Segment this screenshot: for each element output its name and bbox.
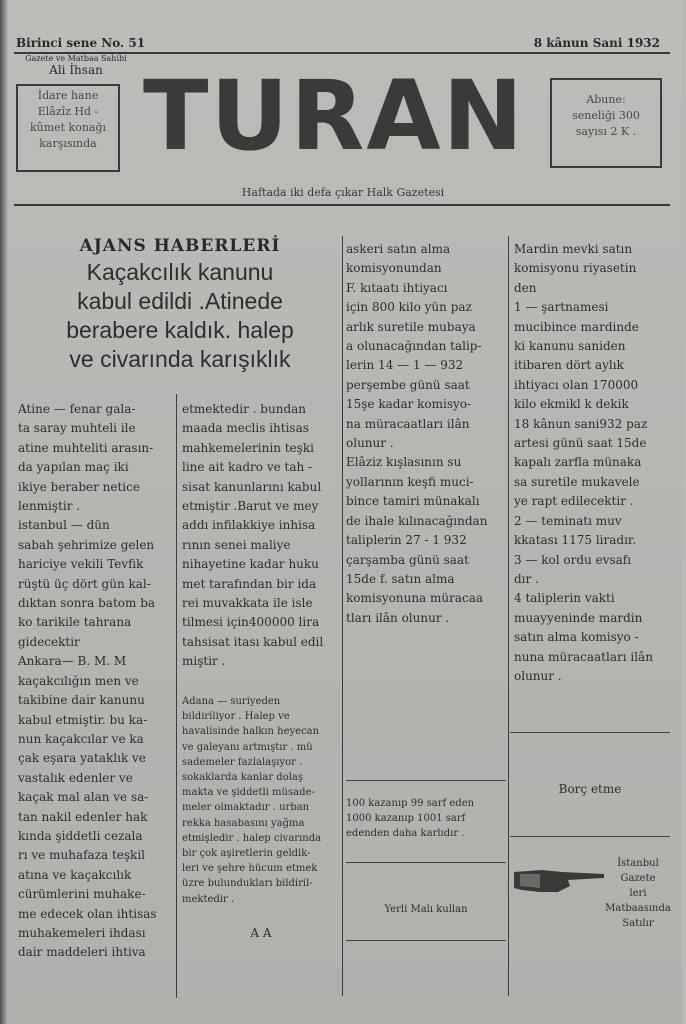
- ad-text-line: Mardin mevki satın: [514, 242, 633, 256]
- news-text-line: takibine dair kanunu: [18, 693, 145, 708]
- news-text-line: lenmiştir .: [18, 499, 81, 514]
- ad-text-line: 4 taliplerin vakti: [514, 591, 615, 606]
- ad-text-line: itibaren dört aylık: [514, 358, 624, 373]
- news-text-line: kaçakcılığın men ve: [18, 673, 139, 688]
- news-text-line: bir çok aşiretlerin geldik-: [182, 848, 311, 860]
- news-text-line: tahsisat itası kabul edil: [182, 634, 324, 649]
- news-text-line: muhakemeleri ihdası: [18, 925, 146, 940]
- news-text-line: tan nakil edenler hak: [18, 809, 148, 824]
- ad-text-line: muayyeninde mardin: [514, 610, 643, 625]
- news-text-line: bildiriliyor . Halep ve: [182, 711, 290, 723]
- military-ad: [346, 240, 504, 628]
- news-text-line: me edecek olan ihtisas: [18, 906, 157, 921]
- ad-text-line: leri Matbaasında: [605, 888, 671, 914]
- ad-text-line: komisyonundan: [346, 261, 442, 276]
- news-text-line: met tarafından bir ida: [182, 576, 317, 591]
- news-text-line: çak eşara yataklık ve: [18, 751, 146, 766]
- ad-separator: [346, 780, 506, 781]
- news-text-line: atine muhteliti arasın-: [18, 440, 154, 455]
- ad-text-line: İstanbul: [617, 858, 659, 869]
- ad-text-line: 18 kânun sani932 paz: [514, 416, 648, 431]
- news-text-line: hariciye vekili Tevfik: [18, 557, 144, 572]
- ad-separator: [510, 836, 670, 837]
- office-line: karşısında: [39, 137, 97, 150]
- subscription-line: Abune:: [586, 93, 626, 106]
- ad-text-line: Satılır: [622, 918, 654, 929]
- header-rule: [14, 204, 670, 206]
- news-text-line: nihayetine kadar huku: [182, 557, 319, 572]
- borc-ad-title: Borç etme: [558, 782, 622, 796]
- news-text-line: atına ve kaçakcılık: [18, 867, 132, 882]
- issue-date: 8 kânun Sani 1932: [533, 36, 660, 50]
- ad-text-line: ye rapt edilecektir .: [514, 494, 634, 509]
- ad-text-line: den: [514, 280, 537, 295]
- ad-text-line: komisyonu riyasetin: [514, 261, 637, 276]
- ad-text-line: a olunacağından talip-: [346, 339, 482, 354]
- ad-separator: [346, 862, 506, 863]
- news-text-line: line ait kadro ve tah -: [182, 460, 313, 475]
- ad-text-line: edenden daha karlıdır .: [346, 828, 465, 839]
- news-text-line: nun kaçakcılar ve ka: [18, 731, 144, 746]
- ad-text-line: 15şe kadar komisyo-: [346, 397, 472, 412]
- ad-text-line: mucibince mardinde: [514, 319, 639, 334]
- news-text-line: istanbul — dün: [18, 518, 110, 533]
- ad-text-line: yollarının keşfi muci-: [346, 474, 474, 489]
- ad-text-line: perşembe günü saat: [346, 377, 470, 392]
- news-text-line: rekka hasabasını yağma: [182, 817, 305, 829]
- section-title: AJANS HABERLERİ: [79, 236, 281, 256]
- news-text-line: rüştü üç dört gün kal-: [18, 576, 151, 591]
- ad-text-line: çarşamba günü saat: [346, 552, 469, 567]
- news-text-line: üzre bulundukları bildiril-: [182, 878, 313, 890]
- news-text-line: tilmesi için400000 lira: [182, 615, 320, 630]
- news-text-line: sisat kanunlarını kabul: [182, 479, 322, 494]
- yerli-mali-ad: Yerli Malı kullan: [384, 904, 468, 915]
- news-text-line: rei muvakkata ile isle: [182, 596, 313, 611]
- news-text-line: kaçak mal alan ve sa-: [18, 790, 149, 805]
- ad-text-line: kapalı zarfla münaka: [514, 455, 642, 470]
- news-text-line: miştir .: [182, 654, 226, 669]
- subscription-box: [550, 78, 662, 168]
- news-text-line: addı infilakkiye inhisa: [182, 518, 316, 533]
- office-line: Elâzîz Hd -: [37, 105, 99, 118]
- ad-text-line: artesi günü saat 15de: [514, 436, 647, 451]
- ad-text-line: nuna müracaatları ilân: [514, 649, 653, 664]
- news-text-line: etmişledir . halep civarında: [182, 832, 322, 844]
- ad-text-line: dır .: [514, 571, 539, 586]
- news-text-line: sademeler fazlalaşıyor .: [182, 756, 303, 768]
- news-text-line: dıktan sonra batom ba: [18, 596, 156, 611]
- ad-text-line: olunur .: [346, 436, 394, 451]
- ad-text-line: 100 kazanıp 99 sarf eden: [346, 798, 475, 809]
- news-text-line: mektedir .: [182, 893, 235, 905]
- headline: [20, 258, 340, 374]
- news-text-line: kında şiddetli cezala: [18, 828, 143, 843]
- column-divider: [176, 394, 177, 998]
- subscription-line: seneliği 300: [572, 109, 640, 122]
- ad-text-line: ki kanunu saniden: [514, 339, 626, 354]
- office-address-box: [16, 84, 120, 172]
- news-text-line: etmektedir . bundan: [182, 402, 307, 416]
- ad-text-line: satın alma komisyo -: [514, 630, 639, 645]
- news-text-line: etmiştir .Barut ve mey: [182, 499, 319, 514]
- news-column-2-small: [182, 694, 340, 907]
- news-text-line: ko tarikile tahrana: [18, 615, 132, 630]
- ad-text-line: Elâziz kışlasının su: [346, 455, 462, 470]
- ad-text-line: 2 — teminatı muv: [514, 513, 622, 528]
- news-text-line: sokaklarda kanlar dolaş: [182, 772, 304, 784]
- news-column-1: [18, 400, 174, 963]
- ad-text-line: de ihale kılınacağından: [346, 513, 488, 528]
- tagline: Haftada iki defa çıkar Halk Gazetesi: [241, 186, 445, 199]
- istanbul-ad: [600, 856, 676, 931]
- ad-separator: [346, 940, 506, 941]
- ad-text-line: arlık suretile mubaya: [346, 319, 476, 334]
- news-text-line: rı ve muhafaza teşkil: [18, 848, 145, 863]
- ad-text-line: 15de f. satın alma: [346, 571, 455, 586]
- news-text-line: maada meclis ihtisas: [182, 421, 309, 436]
- ad-text-line: tları ilân olunur .: [346, 610, 450, 625]
- news-text-line: makta ve şiddetli müsade-: [182, 787, 315, 799]
- column-divider: [508, 236, 509, 996]
- headline-line: ve civarında karışıklık: [69, 346, 291, 372]
- news-text-line: Ankara— B. M. M: [18, 654, 127, 669]
- news-text-line: mahkemelerinin teşki: [182, 440, 314, 455]
- agency-signature: A A: [250, 926, 272, 940]
- news-text-line: kabul etmiştir. bu ka-: [18, 712, 148, 727]
- ad-text-line: F. kıtaatı ihtiyacı: [346, 280, 448, 295]
- ad-text-line: na müracaatları ilân: [346, 416, 470, 431]
- borc-ad-text: [346, 796, 506, 841]
- column-divider: [342, 236, 343, 996]
- news-column-2: [182, 400, 340, 672]
- ad-text-line: lerin 14 — 1 — 932: [346, 358, 464, 373]
- headline-line: kabul edildi .Atinede: [77, 288, 283, 314]
- news-text-line: ta saray muhteli ile: [18, 421, 136, 436]
- headline-line: Kaçakcılık kanunu: [86, 259, 274, 285]
- news-text-line: gidecektir: [18, 634, 80, 649]
- news-text-line: meler olmaktadır . urban: [182, 802, 310, 814]
- news-text-line: Atine — fenar gala-: [18, 402, 136, 416]
- ad-text-line: 1000 kazanıp 1001 sarf: [346, 813, 466, 824]
- ad-text-line: taliplerin 27 - 1 932: [346, 533, 467, 548]
- masthead-title: TURAN: [143, 60, 525, 172]
- news-text-line: cürümlerini muhake-: [18, 887, 146, 902]
- ad-separator: [510, 732, 670, 733]
- ad-text-line: komisyonuna müracaa: [346, 591, 484, 606]
- mardin-ad: [514, 240, 670, 686]
- ad-text-line: kkatası 1175 liradır.: [514, 533, 637, 548]
- news-text-line: vastalık edenler ve: [18, 770, 133, 785]
- news-text-line: ikiye beraber netice: [18, 479, 140, 494]
- ad-text-line: 1 — şartnamesi: [514, 300, 609, 315]
- news-text-line: Adana — suriyeden: [182, 696, 281, 707]
- proprietor-name: Ali İhsan: [49, 63, 103, 77]
- proprietor-label: Gazete ve Matbaa Sahibi: [25, 54, 127, 63]
- headline-line: berabere kaldık. halep: [66, 317, 294, 343]
- office-line: İdare hane: [37, 89, 99, 102]
- ad-text-line: ihtiyacı olan 170000: [514, 377, 639, 392]
- news-text-line: da yapılan maç iki: [18, 460, 129, 475]
- subscription-line: sayısı 2 K .: [575, 125, 637, 138]
- ad-text-line: 3 — kol ordu evsafı: [514, 552, 632, 567]
- ad-text-line: bince tamiri münakalı: [346, 494, 480, 509]
- news-text-line: ve galeyanı artmıştır . mü: [182, 741, 313, 753]
- pointing-hand-icon: [512, 862, 608, 898]
- news-text-line: dair maddeleri ihtiva: [18, 945, 146, 960]
- issue-number: Birinci sene No. 51: [16, 36, 146, 50]
- page-spine: [0, 0, 8, 1024]
- ad-text-line: Gazete: [620, 873, 656, 884]
- news-text-line: leri ve şehre hücum etmek: [182, 863, 318, 875]
- office-line: kûmet konağı: [29, 121, 107, 134]
- ad-text-line: olunur .: [514, 668, 562, 683]
- news-text-line: havalisinde halkın heyecan: [182, 726, 320, 738]
- news-text-line: sabah şehrimize gelen: [18, 537, 155, 552]
- news-text-line: rının senei maliye: [182, 537, 291, 552]
- ad-text-line: kilo ekmikl k dekik: [514, 397, 629, 412]
- ad-text-line: sa suretile mukavele: [514, 474, 640, 489]
- ad-text-line: için 800 kilo yün paz: [346, 300, 472, 315]
- ad-text-line: askeri satın alma: [346, 242, 451, 256]
